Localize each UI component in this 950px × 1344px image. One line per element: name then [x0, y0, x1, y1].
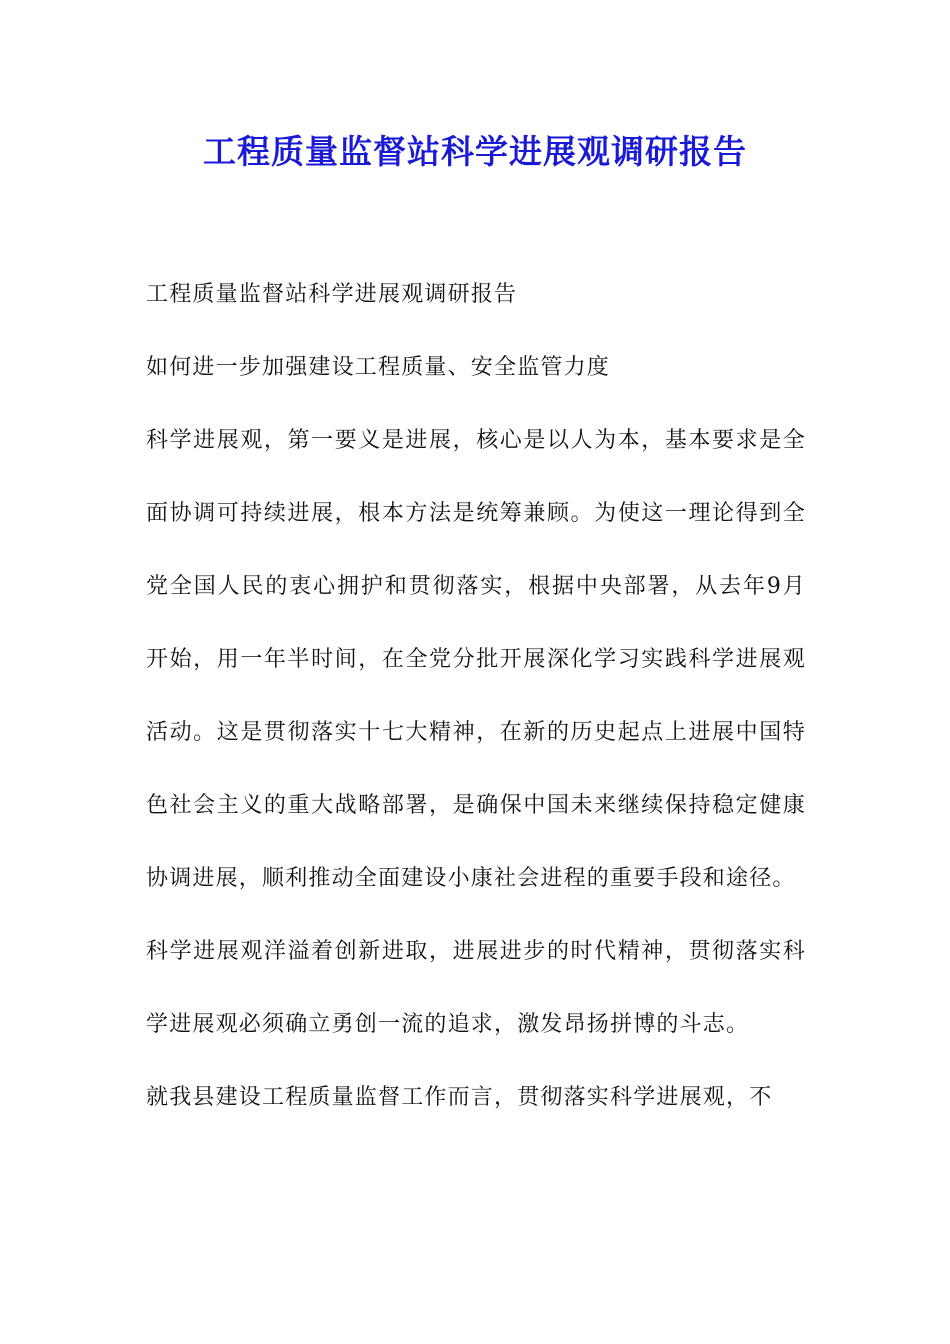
body-paragraph: 就我县建设工程质量监督工作而言，贯彻落实科学进展观，不: [146, 1085, 773, 1110]
topic-paragraph: 如何进一步加强建设工程质量、安全监管力度: [146, 355, 611, 380]
document-title: 工程质量监督站科学进展观调研报告: [203, 132, 747, 171]
subtitle-paragraph: 工程质量监督站科学进展观调研报告: [146, 282, 518, 307]
document-body: [146, 258, 806, 1134]
body-paragraph: 科学进展观，第一要义是进展，核心是以人为本，基本要求是全面协调可持续进展，根本方法是统筹兼顾。为使这一理论得到全党全国人民的衷心拥护和贯彻落实，根据中央部署，从去年9月开始，用一年半时间，在全党分批开展深化学习实践科学进展观活动。这是贯彻落实十七大精神，在新的历史起点上进展中国特色社会主义的重大战略部署，是确保中国未来继续保持稳定健康协调进展，顺利推动全面建设小康社会进程的重要手段和途径。: [146, 428, 806, 891]
body-paragraph: 科学进展观洋溢着创新进取，进展进步的时代精神，贯彻落实科学进展观必须确立勇创一流的追求，激发昂扬拼博的斗志。: [146, 939, 806, 1037]
